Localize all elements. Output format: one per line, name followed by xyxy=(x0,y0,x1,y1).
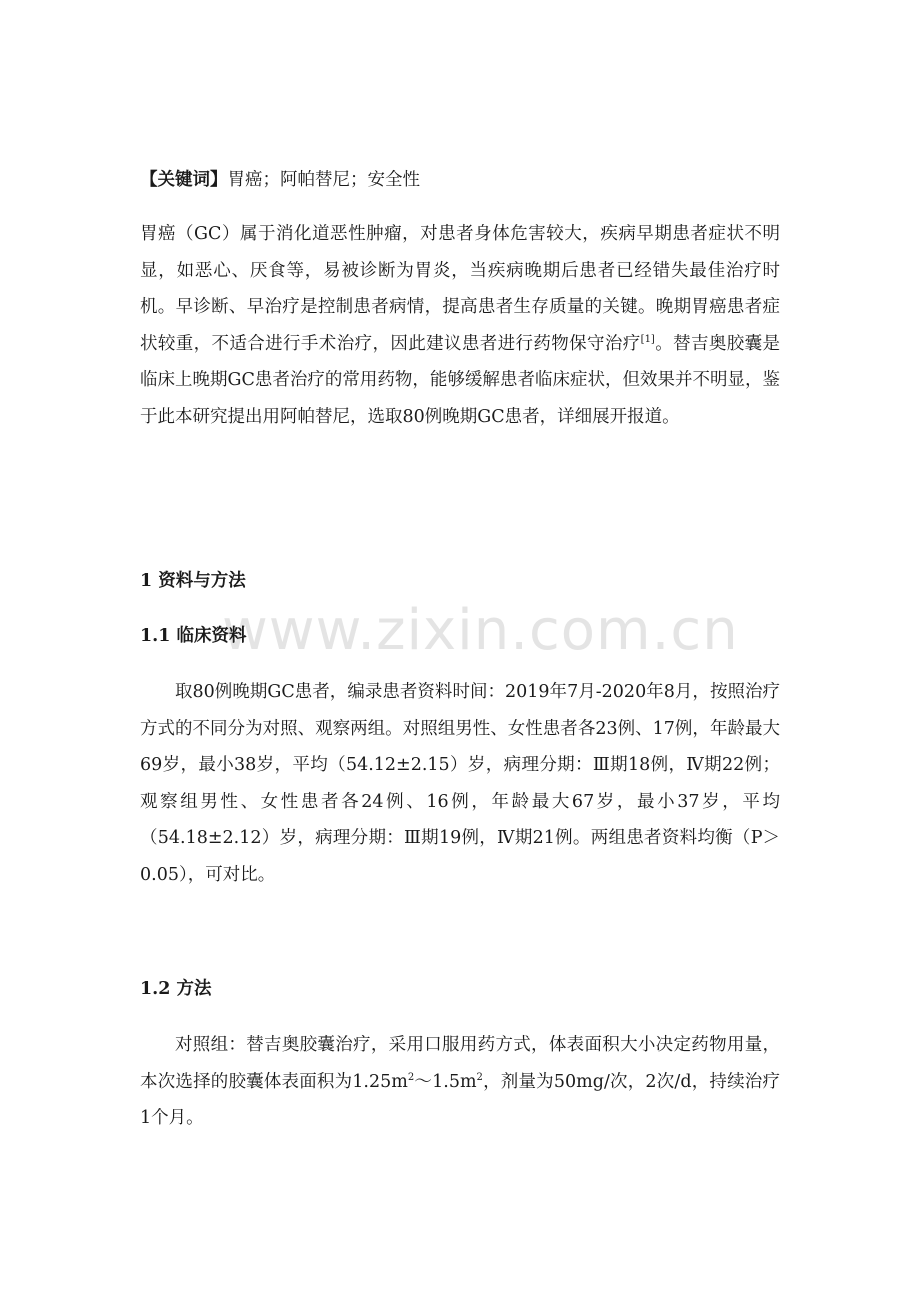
superscript-2b: 2 xyxy=(476,1071,483,1083)
intro-text-2: 。替吉奥胶囊是临床上晚期GC患者治疗的常用药物，能够缓解患者临床症状，但效果并不明显，鉴于此本研究提出用阿帕替尼，选取80例晚期GC患者，详细展开报道。 xyxy=(140,333,781,427)
citation-ref: [1] xyxy=(640,333,655,345)
clinical-data-text: 取80例晚期GC患者，编录患者资料时间：2019年7月-2020年8月，按照治疗方式的不同分为对照、观察两组。对照组男性、女性患者各23例、17例，年龄最大69岁，最小38岁，平均（54.12±2.15）岁，病理分期：Ⅲ期18例，Ⅳ期22例；观察组男性、女性患者各24例、16例，年龄最大67岁，最小37岁，平均（54.18±2.12）岁，病理分期：Ⅲ期19例，Ⅳ期21例。两组患者资料均衡（P＞0.05），可对比。 xyxy=(140,682,780,885)
watermark: www.zixin.com.cn xyxy=(222,598,739,663)
section-title-1-2: 1.2 方法 xyxy=(140,979,212,999)
method-text-c: ，剂量为50mg/次，2次/d，持续治疗1个月。 xyxy=(140,1071,780,1128)
section-heading-1-1 xyxy=(140,624,780,648)
method-text-b: ～1.5m xyxy=(414,1071,477,1092)
method-paragraph xyxy=(140,1027,780,1137)
intro-paragraph xyxy=(140,216,780,435)
method-text-a: 对照组：替吉奥胶囊治疗，采用口服用药方式，体表面积大小决定药物用量，本次选择的胶囊体表面积为1.25m xyxy=(140,1035,780,1092)
section-heading-1 xyxy=(140,569,780,593)
section-heading-1-2 xyxy=(140,977,780,1001)
clinical-data-paragraph xyxy=(140,674,780,893)
keywords-text: 胃癌；阿帕替尼；安全性 xyxy=(227,170,420,190)
section-title-1: 1 资料与方法 xyxy=(140,571,246,591)
keywords-line xyxy=(140,166,780,194)
section-title-1-1: 1.1 临床资料 xyxy=(140,626,247,646)
superscript-2: 2 xyxy=(407,1071,415,1083)
keywords-label: 【关键词】 xyxy=(140,170,228,190)
intro-text: 胃癌（GC）属于消化道恶性肿瘤，对患者身体危害较大，疾病早期患者症状不明显，如恶心、厌食等，易被诊断为胃炎，当疾病晚期后患者已经错失最佳治疗时机。早诊断、早治疗是控制患者病情，提高患者生存质量的关键。晚期胃癌患者症状较重，不适合进行手术治疗，因此建议患者进行药物保守治疗 xyxy=(140,224,780,354)
